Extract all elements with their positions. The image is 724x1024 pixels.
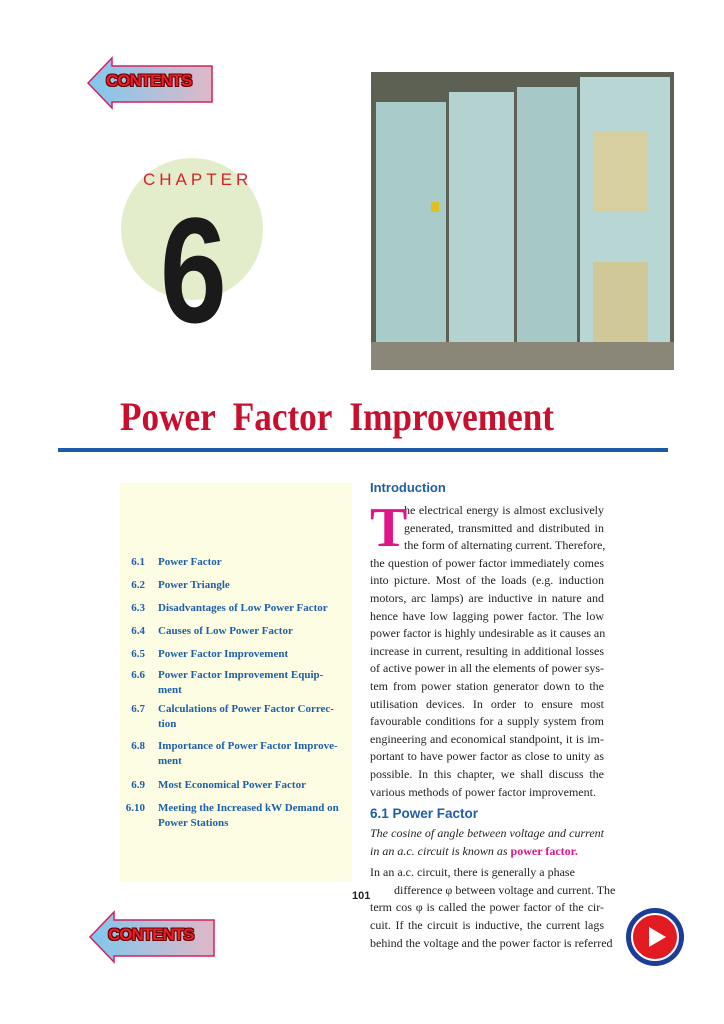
contents-label: CONTENTS [106,71,192,90]
text-line: tem from power station generator down to the [370,678,604,693]
toc-num: 6.10 [125,802,145,814]
text-line: In an a.c. circuit, there is generally a phase [370,865,575,880]
toc-text: Power Factor Improvement [158,648,289,660]
toc-text: Calculations of Power Factor Correc-tion [158,703,334,730]
text-line: the question of power factor immediately comes [370,555,604,570]
definition-line [370,843,604,861]
text-line: utilisation devices. In order to ensure most [370,696,604,711]
text-line: behind the voltage and the power factor is referred [370,935,613,950]
text-line: portant to have power factor as close to unity as [370,749,604,764]
text-line: power factor is highly undesirable as it causes an [370,626,606,641]
page-number: 101 [352,890,371,902]
chapter-title: Power Factor Improvement [120,394,555,439]
toc-text: Power Triangle [158,579,230,591]
definition-text: in an a.c. circuit is known as [370,843,508,858]
text-line: hence have low lagging power factor. The low [370,608,604,623]
text-line: engineering and economical standpoint, it is im- [370,731,604,746]
toc-text: Power Factor [158,556,222,568]
toc-text: Disadvantages of Low Power Factor [158,602,328,614]
text-line: various methods of power factor improvement. [370,784,596,799]
toc-num: 6.7 [131,703,145,715]
toc-num: 6.4 [131,625,145,637]
toc-num: 6.2 [131,579,145,591]
play-icon [631,913,679,961]
toc-num: 6.1 [131,556,145,568]
next-page-button[interactable] [626,908,684,966]
switchgear-illustration [371,72,674,370]
toc-num: 6.6 [131,669,145,681]
text-line: difference φ between voltage and current. The [394,882,616,897]
text-line: increase in current, resulting in additional losses [370,643,604,658]
text-line: possible. In this chapter, we shall discuss the [370,766,604,781]
intro-heading: Introduction [370,480,446,495]
text-line: motors, arc lamps) are inductive in nature and [370,590,604,605]
toc-text: Meeting the Increased kW Demand on Power Stations [158,802,339,829]
contents-button-bottom[interactable] [88,910,216,964]
drop-cap: T [370,497,408,559]
title-rule [58,448,668,452]
toc-text: Power Factor Improvement Equip-ment [158,669,324,696]
text-line: he electrical energy is almost exclusively [404,503,604,517]
text-line: favourable conditions for a supply system from [370,714,604,729]
text-line: generated, transmitted and distributed in [404,520,604,535]
text-line: of active power in all the elements of power sys- [370,661,604,676]
body-column [370,480,616,952]
contents-button-top[interactable] [86,56,214,110]
toc-text: Causes of Low Power Factor [158,625,293,637]
toc-num: 6.5 [131,648,145,660]
body-paragraph [370,864,616,952]
toc-text: Importance of Power Factor Improve-ment [158,740,338,767]
section-heading: 6.1 Power Factor [370,806,479,822]
switchgear-photo [371,72,674,370]
toc-num: 6.9 [131,779,145,791]
text-line: term cos φ is called the power factor of the cir- [370,900,604,915]
contents-label: CONTENTS [108,925,194,944]
toc-num: 6.8 [131,740,145,752]
text-line: the form of alternating current. Therefore, [404,538,606,553]
definition-line: The cosine of angle between voltage and current [370,826,604,841]
toc-text: Most Economical Power Factor [158,779,306,791]
text-line: into picture. Most of the loads (e.g. induction [370,573,604,588]
definition-term: power factor. [510,843,578,858]
chapter-label: CHAPTER [143,170,253,189]
text-line: cuit. If the circuit is inductive, the current lags [370,918,604,933]
chapter-number: 6 [160,186,227,354]
toc-num: 6.3 [131,602,145,614]
chapter-toc [120,483,352,882]
